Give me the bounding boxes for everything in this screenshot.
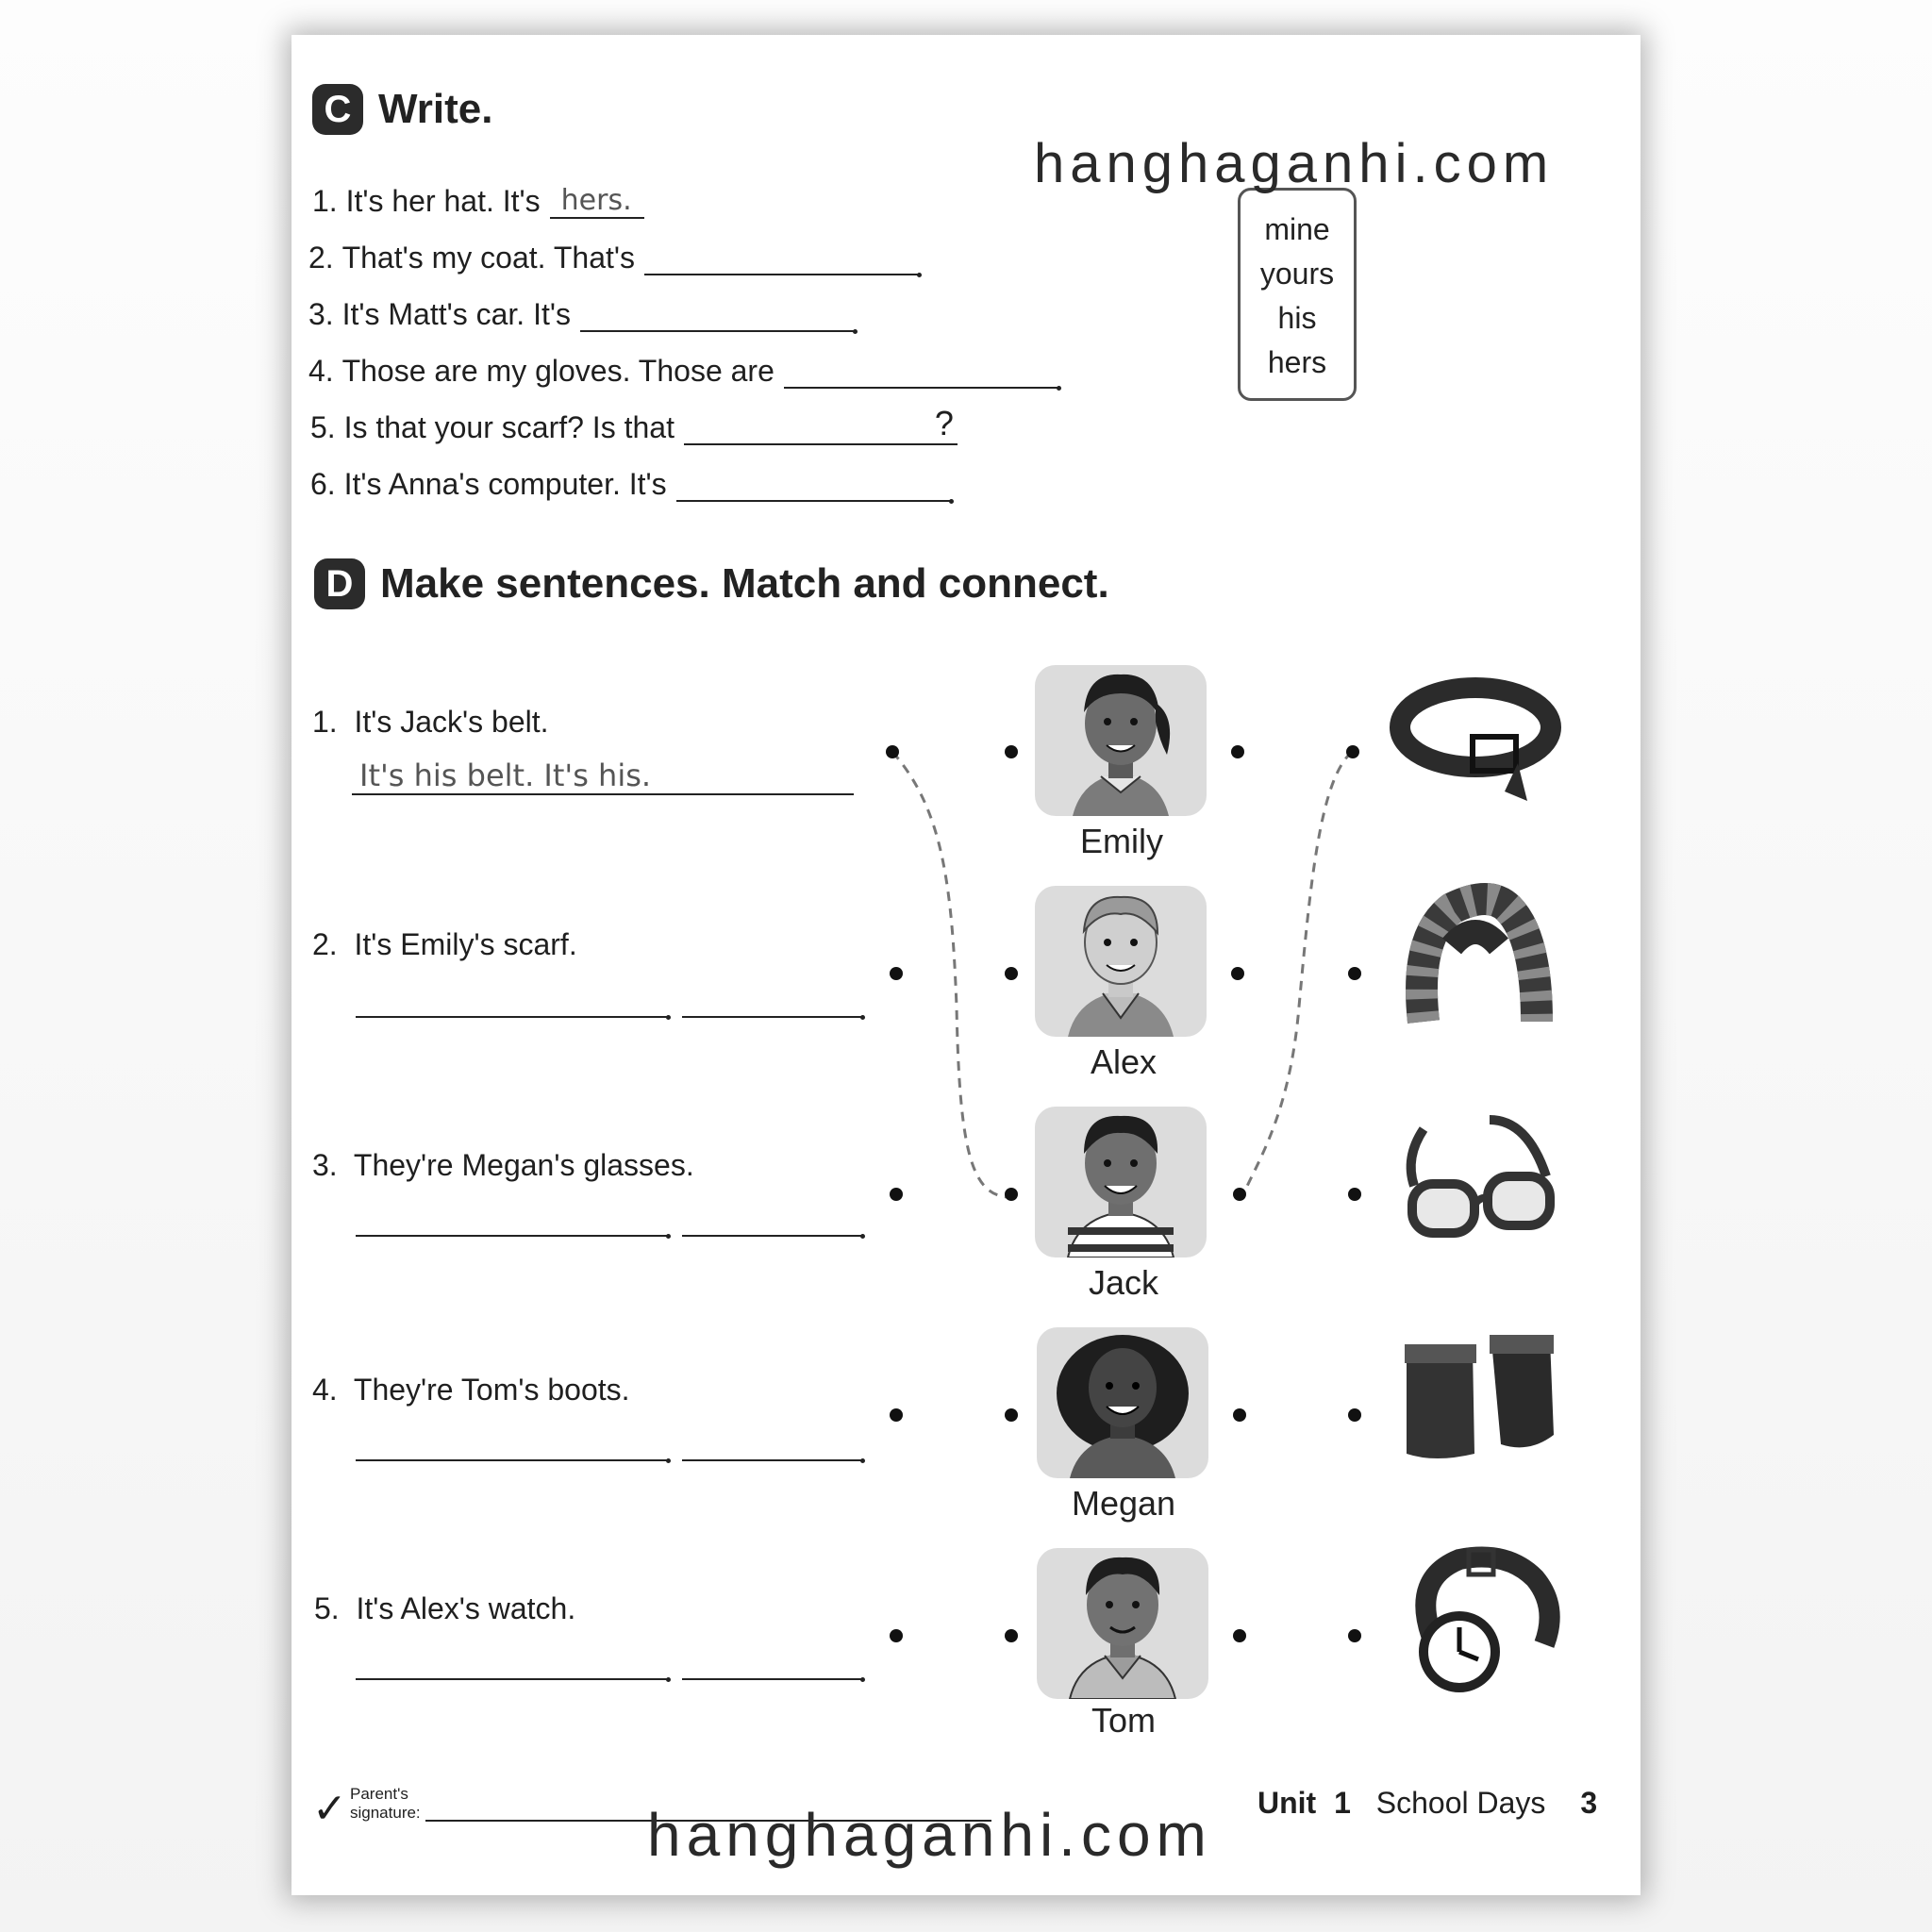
page-number: 3 (1580, 1786, 1598, 1820)
connect-dot[interactable] (886, 745, 899, 758)
connect-dot[interactable] (1005, 745, 1018, 758)
d-item-text: They're Megan's glasses. (353, 1148, 694, 1182)
connect-dot[interactable] (1233, 1188, 1246, 1201)
c-item-prompt: Is that your scarf? Is that (343, 410, 675, 444)
c-item-prompt: It's Anna's computer. It's (343, 467, 667, 501)
c-item-prompt: Those are my gloves. Those are (341, 354, 774, 388)
person-name: Tom (1091, 1701, 1156, 1740)
person-name: Alex (1090, 1042, 1158, 1081)
unit-title: School Days (1375, 1786, 1546, 1820)
word-box-item: yours (1259, 257, 1335, 291)
boots-icon (1388, 1322, 1567, 1482)
d-item-num: 4. (312, 1373, 338, 1407)
connect-dot[interactable] (1346, 745, 1359, 758)
connect-dot[interactable] (1005, 1629, 1018, 1642)
connect-dot[interactable] (890, 1629, 903, 1642)
d-item-text: It's Alex's watch. (356, 1591, 576, 1625)
question-mark: ? (934, 404, 954, 442)
d-item-num: 5. (314, 1591, 340, 1625)
c-item-num: 5. (310, 410, 336, 444)
connect-dot[interactable] (1233, 1408, 1246, 1422)
connect-dot[interactable] (1231, 967, 1244, 980)
footer-unit (1257, 1786, 1597, 1821)
portrait-alex (1035, 886, 1207, 1037)
connect-dot[interactable] (890, 1188, 903, 1201)
word-box-item: his (1277, 301, 1317, 335)
c-answer-1: hers. (560, 184, 632, 217)
parent-signature-label (350, 1785, 421, 1823)
c-item-prompt: It's Matt's car. It's (341, 297, 571, 331)
c-item-num: 3. (308, 297, 334, 331)
section-d-badge: D (314, 558, 365, 609)
c-item-num: 6. (310, 467, 336, 501)
person-name: Jack (1088, 1263, 1159, 1302)
connect-dot[interactable] (1005, 1188, 1018, 1201)
d-item-num: 3. (312, 1148, 338, 1182)
connect-dot[interactable] (1005, 1408, 1018, 1422)
section-d-title: Make sentences. Match and connect. (380, 560, 1109, 607)
worksheet-page (291, 35, 1641, 1895)
connect-dot[interactable] (1233, 1629, 1246, 1642)
c-item-num: 1. (312, 184, 338, 218)
person-name: Emily (1080, 822, 1163, 860)
d-item-num: 1. (312, 705, 338, 739)
connect-dot[interactable] (890, 967, 903, 980)
watch-icon (1393, 1541, 1573, 1701)
connect-dot[interactable] (890, 1408, 903, 1422)
word-box-item: hers (1267, 345, 1327, 379)
c-item-prompt: It's her hat. It's (345, 184, 541, 218)
watermark-top: hanghaganhi.com (1034, 133, 1555, 194)
d-answer-1: It's his belt. It's his. (359, 758, 652, 793)
d-item-text: It's Emily's scarf. (354, 927, 577, 961)
d-item-num: 2. (312, 927, 338, 961)
connect-dot[interactable] (1348, 967, 1361, 980)
check-icon: ✓ (312, 1786, 347, 1832)
c-item-num: 2. (308, 241, 334, 275)
watermark-bottom: hanghaganhi.com (647, 1801, 1212, 1869)
c-item-prompt: That's my coat. That's (341, 241, 635, 275)
unit-label: Unit (1257, 1786, 1317, 1820)
connect-dot[interactable] (1348, 1629, 1361, 1642)
portrait-jack (1035, 1107, 1207, 1257)
connect-dot[interactable] (1348, 1408, 1361, 1422)
d-item-text: It's Jack's belt. (354, 705, 549, 739)
d-item-text: They're Tom's boots. (353, 1373, 630, 1407)
portrait-emily (1035, 665, 1207, 816)
connect-dot[interactable] (1348, 1188, 1361, 1201)
connect-dot[interactable] (1005, 967, 1018, 980)
word-box-item: mine (1264, 212, 1330, 246)
belt-icon (1386, 659, 1565, 820)
parent-label-line-1: Parent's (350, 1785, 408, 1803)
portrait-tom (1037, 1548, 1208, 1699)
section-c-badge: C (312, 84, 363, 135)
portrait-megan (1037, 1327, 1208, 1478)
glasses-icon (1386, 1101, 1565, 1261)
connect-dot[interactable] (1231, 745, 1244, 758)
parent-label-line-2: signature: (350, 1804, 421, 1822)
section-c-title: Write. (378, 86, 493, 132)
scarf-icon (1386, 880, 1565, 1041)
unit-number: 1 (1334, 1786, 1351, 1820)
person-name: Megan (1071, 1484, 1176, 1523)
c-item-num: 4. (308, 354, 334, 388)
